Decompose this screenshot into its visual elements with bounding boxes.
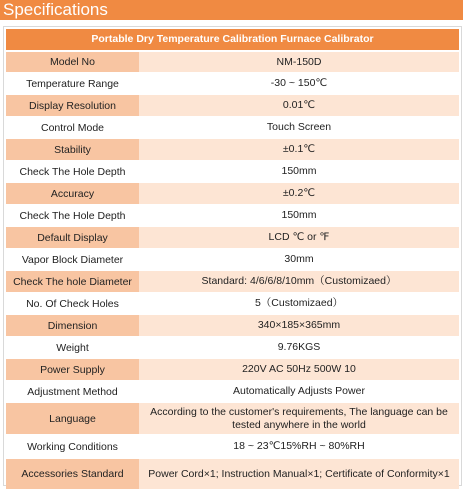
row-label: Weight	[6, 337, 139, 358]
row-label: Control Mode	[6, 117, 139, 138]
row-label: No. Of Check Holes	[6, 293, 139, 314]
row-value: LCD ℃ or ℉	[139, 227, 459, 248]
table-row	[6, 314, 459, 336]
table-rows	[6, 51, 459, 489]
row-value: ±0.1℃	[139, 139, 459, 160]
row-label: Default Display	[6, 227, 139, 248]
table-row	[6, 458, 459, 489]
row-label: Adjustment Method	[6, 381, 139, 402]
row-label: Temperature Range	[6, 73, 139, 94]
row-value: 220V AC 50Hz 500W 10	[139, 359, 459, 380]
row-label: Dimension	[6, 315, 139, 336]
spec-table	[3, 26, 462, 486]
table-row	[6, 182, 459, 204]
row-value: 30mm	[139, 249, 459, 270]
row-label: Check The hole Diameter	[6, 271, 139, 292]
row-label: Display Resolution	[6, 95, 139, 116]
row-label: Power Supply	[6, 359, 139, 380]
row-value: 150mm	[139, 205, 459, 226]
table-row	[6, 248, 459, 270]
table-row	[6, 72, 459, 94]
row-label: Language	[6, 403, 139, 434]
table-row	[6, 51, 459, 72]
row-label: Accuracy	[6, 183, 139, 204]
row-value: 150mm	[139, 161, 459, 182]
row-value: Automatically Adjusts Power	[139, 381, 459, 402]
table-row	[6, 358, 459, 380]
row-label: Check The Hole Depth	[6, 161, 139, 182]
table-row	[6, 380, 459, 402]
row-value: Touch Screen	[139, 117, 459, 138]
row-value: ±0.2℃	[139, 183, 459, 204]
row-value: Power Cord×1; Instruction Manual×1; Certificate of Conformity×1	[139, 459, 459, 489]
row-value: Standard: 4/6/6/8/10mm（Customizaed）	[139, 271, 459, 292]
table-row	[6, 138, 459, 160]
row-value: 340×185×365mm	[139, 315, 459, 336]
table-row	[6, 336, 459, 358]
table-row	[6, 292, 459, 314]
table-row	[6, 94, 459, 116]
page-title: Specifications	[0, 0, 463, 20]
row-value: NM-150D	[139, 52, 459, 72]
table-row	[6, 434, 459, 458]
row-label: Accessories Standard	[6, 459, 139, 489]
row-label: Vapor Block Diameter	[6, 249, 139, 270]
row-value: 5（Customizaed）	[139, 293, 459, 314]
table-row	[6, 402, 459, 434]
row-label: Model No	[6, 52, 139, 72]
row-label: Stability	[6, 139, 139, 160]
table-row	[6, 116, 459, 138]
row-value: 18 ~ 23℃15%RH ~ 80%RH	[139, 435, 459, 458]
row-label: Check The Hole Depth	[6, 205, 139, 226]
table-title: Portable Dry Temperature Calibration Furnace Calibrator	[6, 29, 459, 50]
row-value: 0.01℃	[139, 95, 459, 116]
row-value: -30 ~ 150℃	[139, 73, 459, 94]
row-label: Working Conditions	[6, 435, 139, 458]
table-row	[6, 270, 459, 292]
table-row	[6, 226, 459, 248]
row-value: According to the customer's requirements, The language can be tested anywhere in the world	[139, 403, 459, 434]
row-value: 9.76KGS	[139, 337, 459, 358]
table-row	[6, 160, 459, 182]
table-row	[6, 204, 459, 226]
